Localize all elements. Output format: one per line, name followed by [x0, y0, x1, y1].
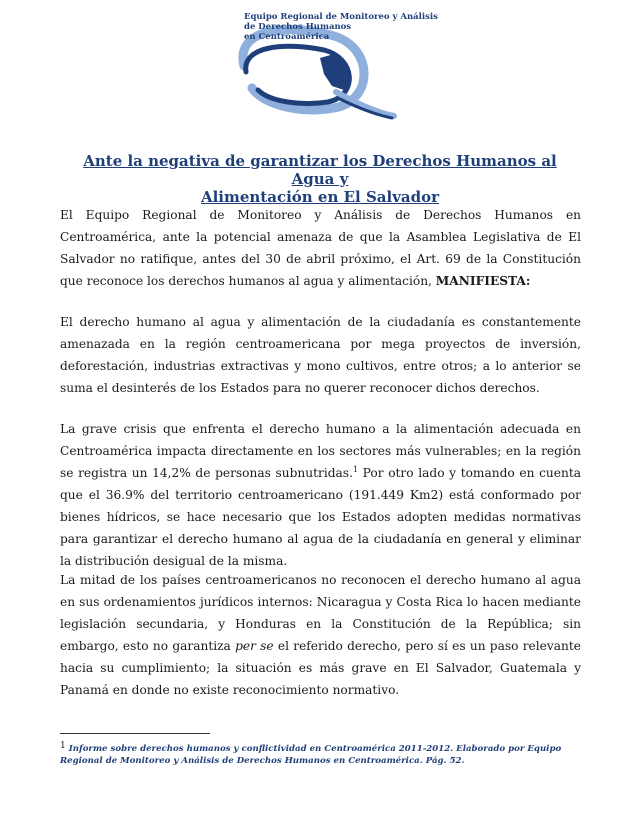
footnote-text: Informe sobre derechos humanos y conflictividad en Centroamérica 2011-2012. Elaborado por Equipo Regional de Monitoreo y Análisis de Derechos Humanos en Centroamérica. Pág. 52.	[60, 744, 562, 766]
paragraph-3-text-b: Por otro lado y tomando en cuenta que el 36.9% del territorio centroamericano (191.449 Km2) está conformado por bienes hídricos, se hace necesario que los Estados adopten medidas normativas para garantizar el derecho humano al agua de la ciudadanía en general y eliminar la distribución desigual de la misma.	[60, 466, 581, 568]
paragraph-4	[60, 569, 581, 701]
paragraph-1	[60, 204, 581, 292]
footnote-reference[interactable]: 1	[352, 464, 359, 474]
footnote-number: 1	[60, 741, 66, 751]
footnote	[60, 740, 585, 767]
document-title	[60, 152, 580, 206]
logo-text	[244, 12, 438, 42]
paragraph-3-text-a: La grave crisis que enfrenta el derecho humano a la alimentación adecuada en Centroamérica impacta directamente en los sectores más vulnerables; en la región se registra un 14,2% de personas subnutridas.	[60, 422, 581, 480]
paragraph-4-text-a: La mitad de los países centroamericanos no reconocen el derecho humano al agua en sus ordenamientos jurídicos internos: Nicaragua y Costa Rica lo hacen mediante legislación secundaria, y Honduras en la Constitución de la República; sin embargo, esto no garantiza	[60, 573, 581, 653]
paragraph-4-text-b: el referido derecho, pero sí es un paso relevante hacia su cumplimiento; la situación es más grave en El Salvador, Guatemala y Panamá en donde no existe reconocimiento normativo.	[60, 639, 581, 697]
title-line-1: Ante la negativa de garantizar los Derechos Humanos al Agua y	[83, 152, 557, 188]
logo-line-2: de Derechos Humanos	[244, 22, 352, 32]
logo-line-3: en Centroamérica	[244, 32, 330, 42]
footnote-divider	[60, 733, 210, 734]
paragraph-3	[60, 418, 581, 572]
logo-line-1: Equipo Regional de Monitoreo y Análisis	[244, 12, 438, 22]
manifiesta-label: MANIFIESTA:	[435, 274, 531, 288]
paragraph-2-text: El derecho humano al agua y alimentación de la ciudadanía es constantemente amenazada en la región centroamericana por mega proyectos de inversión, deforestación, industrias extractivas y mono cultivos, entre otros; a lo anterior se suma el desinterés de los Estados para no querer reconocer dichos derechos.	[60, 315, 581, 395]
title-line-2: Alimentación en El Salvador	[200, 188, 440, 206]
paragraph-1-text: El Equipo Regional de Monitoreo y Análisis de Derechos Humanos en Centroamérica, ante la potencial amenaza de que la Asamblea Legislativa de El Salvador no ratifique, antes del 30 de abril próximo, el Art. 69 de la Constitución que reconoce los derechos humanos al agua y alimentación,	[60, 208, 581, 288]
paragraph-2	[60, 311, 581, 399]
paragraph-4-italic: per se	[235, 639, 274, 653]
organization-logo	[224, 6, 438, 122]
